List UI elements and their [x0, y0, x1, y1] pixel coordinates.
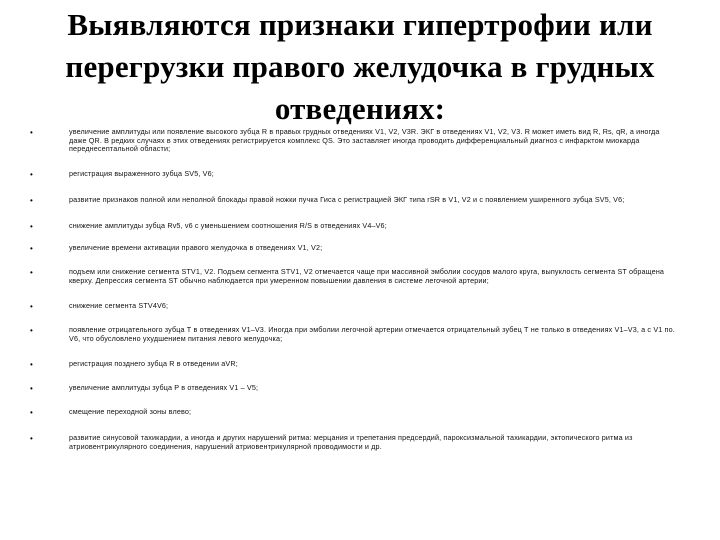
bullet-icon: • [30, 408, 33, 417]
list-item-text: развитие синусовой тахикардии, а иногда и других нарушений ритма: мерцания и трепетания предсердий, пароксизмальной тахикардии, эктопического ритма из атриовентрикулярного соединения, нарушений атриовентрикулярной проводимости и др. [69, 433, 633, 451]
bullet-icon: • [30, 434, 33, 443]
list-item-text: увеличение амплитуды или появление высокого зубца R в правых грудных отведениях V1, V2, V3R. ЭКГ в отведениях V1, V2, V3. R может иметь вид R, Rs, qR, а иногда даже QR. В редких случаях в этих отведениях регистрируется комплекс QS. Это заставляет иногда проводить дифференциальный диагноз с инфарктом миокарда переднесептальной области; [69, 127, 660, 154]
list-item-text: регистрация позднего зубца R в отведении aVR; [69, 359, 238, 368]
title-line-2: перегрузки правого желудочка в грудных [65, 49, 655, 84]
bullet-icon: • [30, 360, 33, 369]
list-item-text: подъем или снижение сегмента STV1, V2. Подъем сегмента STV1, V2 отмечается чаще при массивной эмболии сосудов малого круга, выпуклость сегмента ST обращена кверху. Депрессия сегмента ST обычно наблюдается при умеренном повышении давления в системе легочной артерии; [69, 267, 665, 285]
list-item-text: увеличение времени активации правого желудочка в отведениях V1, V2; [69, 243, 323, 252]
list-item-text: появление отрицательного зубца Т в отведениях V1–V3. Иногда при эмболии легочной артерии отмечается отрицательный зубец Т не только в отведениях V1–V3, а с V1 по. V6, что обусловлено ухудшением питания левого желудочка; [69, 325, 675, 343]
bullet-icon: • [30, 326, 33, 335]
bullet-icon: • [30, 268, 33, 277]
list-item-text: развитие признаков полной или неполной блокады правой ножки пучка Гиса с регистрацией ЭКГ типа rSR в V1, V2 и с появлением уширенного зубца SV5, V6; [69, 195, 625, 204]
bullet-icon: • [30, 384, 33, 393]
bullet-icon: • [30, 222, 33, 231]
title-line-3: отведениях: [274, 91, 446, 126]
title-line-1: Выявляются признаки гипертрофии или [67, 7, 653, 42]
bullet-icon: • [30, 244, 33, 253]
list-item-text: снижение амплитуды зубца Rv5, v6 с уменьшением соотношения R/S в отведениях V4–V6; [69, 221, 387, 230]
list-item-text: регистрация выраженного зубца SV5, V6; [69, 169, 214, 178]
list-item-text: снижение сегмента STV4V6; [69, 301, 169, 310]
list-item-text: смещение переходной зоны влево; [69, 407, 192, 416]
bullet-icon: • [30, 302, 33, 311]
bullet-icon: • [30, 128, 33, 137]
slide-title [40, 4, 680, 130]
bullet-icon: • [30, 196, 33, 205]
bullet-icon: • [30, 170, 33, 179]
list-item-text: увеличение амплитуды зубца P в отведениях V1 – V5; [69, 383, 259, 392]
